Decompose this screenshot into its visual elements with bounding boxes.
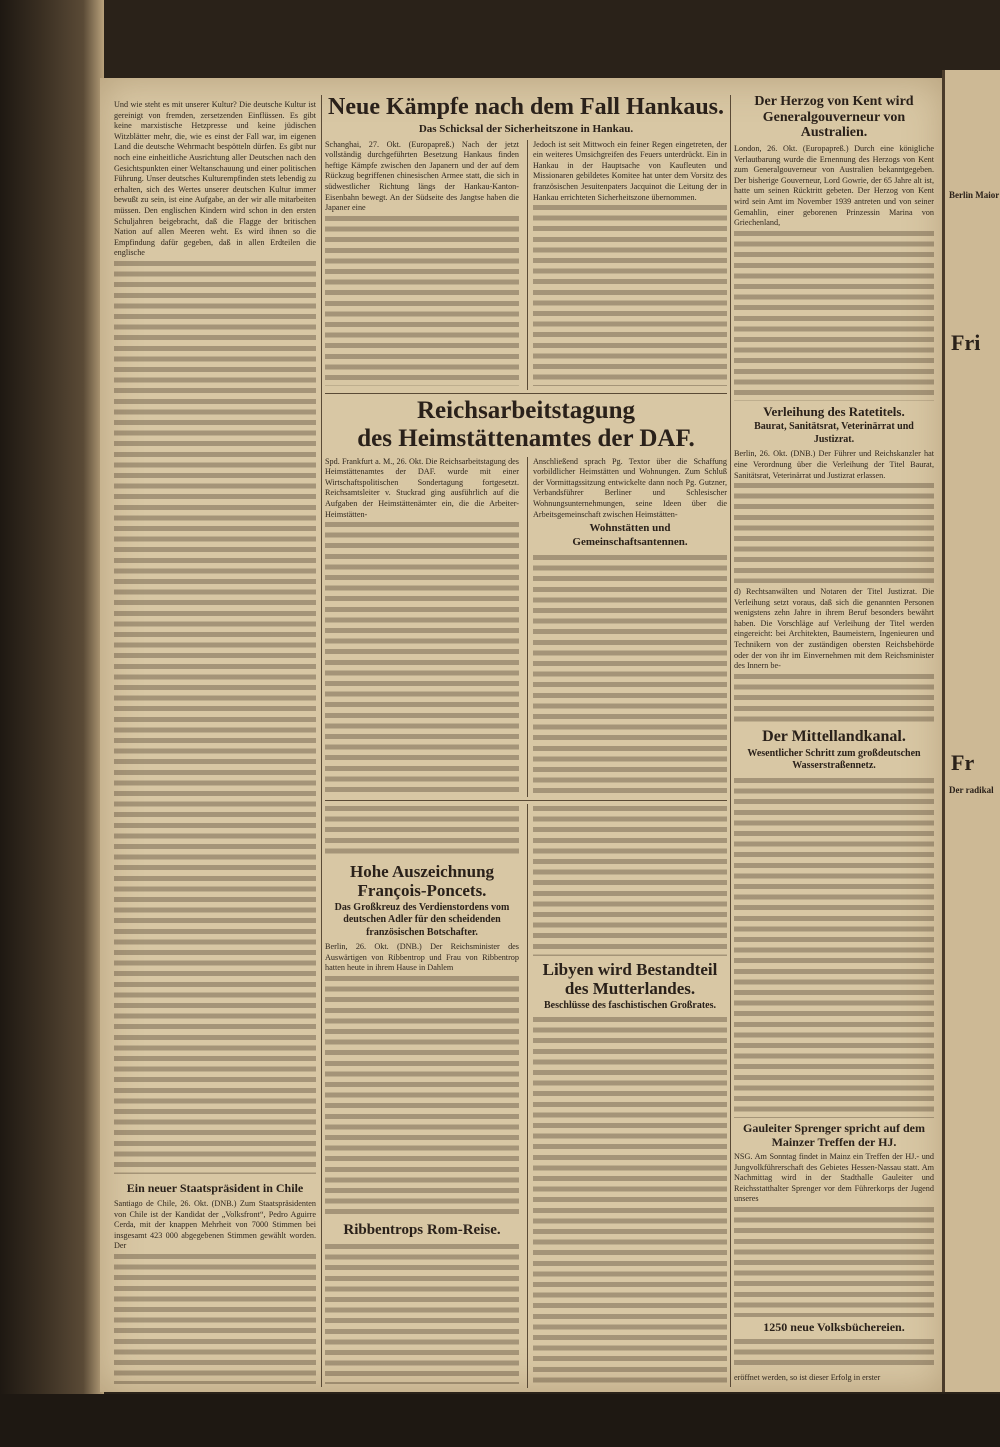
daf-columns (325, 457, 727, 797)
article-ratetitel-text2: d) Rechtsanwälten und Notaren der Titel Justizrat. Die Verleihung setzt voraus, daß sich die genannten Personen wenigstens zehn Jahre in ihrem Beruf besonders bewährt haben. Die Vorschläge auf Verleihung der Titel werden eingereicht: bei Architekten, Baumeistern, Ingenieuren und Technikern von der zuständigen obersten Reichsbehörde oder der von ihr im Einvernehmen mit dem Reichsminister des Innern be- (734, 587, 934, 671)
article-culture-text: Und wie steht es mit unserer Kultur? Die deutsche Kultur ist gereinigt von fremden, zersetzenden Einflüssen. Es gibt keine marxistische Hetzpresse und keine jüdischen Witzblätter mehr, die, wie es einst der Fall war, im eigenen Land die deutsche Wehrmacht bespötteln dürfen. Es gibt nur noch eine einheitliche Ausrichtung aller Deutschen nach den Gesichtspunkten einer Weltanschauung und einer politischen Führung. Unser deutsches Kulturempfinden stets lebendig zu erhalten, sich des Wertes unserer deutschen Kultur immer bewußt zu sein, ist eine Aufgabe, an der wir alle mitarbeiten müssen. Den englischen Kindern wird schon in den ersten Schuljahren beigebracht, daß die Flagge der britischen Nation auf allen Meeren weht. Es wird ihnen so die Empfindung dafür gegeben, daß in allen Erdteilen die englische (114, 100, 316, 258)
headline-volksbuechereien: 1250 neue Volksbüchereien. (763, 1319, 905, 1334)
divider (325, 800, 727, 801)
text-lines (734, 674, 934, 724)
article-poncet-text: Berlin, 26. Okt. (DNB.) Der Reichsminister des Auswärtigen von Ribbentrop und Frau von Ribbentrop hatten heute in ihrem Hause in Dahlem (325, 942, 519, 973)
hankau-columns (325, 140, 727, 390)
column-rule (730, 95, 731, 1387)
text-lines (114, 261, 316, 1174)
article-chile-text: Santiago de Chile, 26. Okt. (DNB.) Zum Staatspräsidenten von Chile ist der Kandidat der „Volksfront“, Pedro Aguirre Cerda, mit der knappen Mehrheit von 7000 Stimmen bei insgesamt 423 000 abgegebenen Stimmen gewählt worden. Der (114, 1199, 316, 1251)
article-volksbuechereien-text: eröffnet werden, so ist dieser Erfolg in erster (734, 1373, 881, 1383)
text-lines (325, 522, 519, 792)
text-lines (325, 806, 519, 858)
headline-mittellandkanal: Der Mittellandkanal. (762, 727, 906, 745)
divider (325, 393, 727, 394)
article-ratetitel-text: Berlin, 26. Okt. (DNB.) Der Führer und Reichskanzler hat eine Verordnung über die Verleihung der Titel Baurat, Sanitätsrat, Veterinärrat und Justizrat erlassen. (734, 449, 934, 480)
subheadline-hankau: Das Schicksal der Sicherheitszone in Hankau. (418, 122, 634, 135)
headline-libyen: Libyen wird Bestandteil des Mutterlandes. (542, 959, 718, 998)
lower-right-column (527, 804, 727, 1388)
text-lines (734, 1207, 934, 1317)
adjacent-page (942, 70, 1000, 1392)
book-edge (0, 0, 104, 1447)
text-lines (734, 778, 934, 1118)
headline-chile: Ein neuer Staatspräsident in Chile (126, 1180, 304, 1195)
article-daf-right (527, 457, 727, 797)
adjacent-fragment: Berlin Maior (949, 190, 1000, 200)
article-hankau-right (527, 140, 727, 390)
article-text: Schanghai, 27. Okt. (Europapreß.) Nach der jetzt vollständig durchgeführten Besetzung Hankaus finden heftige Kämpfe zwischen den Japanern und der auf dem Rückzug begriffenen chinesischen Armee statt, die sich in südwestlicher Richtung längs der Hankau-Kanton-Eisenbahn bewegt. An der Südseite des Jangtse haben die Japaner eine (325, 139, 519, 213)
subheadline-libyen: Beschlüsse des faschistischen Großrates. (543, 999, 717, 1011)
text-lines (533, 555, 727, 793)
article-text: Anschließend sprach Pg. Textor über die Schaffung vorbildlicher Heimstätten und Wohnungen. Zum Schluß der Vormittagssitzung entwickelte dann noch Pg. Gutzner, Verbandsführer Berliner und Schlesischer Wohnungsunternehmungen, seine Ideen über die Arbeitsgemeinschaft zwischen Heimstätten- (533, 456, 727, 519)
headline-daf-1: Reichsarbeitstagung (416, 396, 636, 424)
subheading-wohnstaetten: Wohnstätten und Gemeinschaftsantennen. (572, 522, 688, 548)
lower-columns (325, 804, 727, 1388)
article-kent-text: London, 26. Okt. (Europapreß.) Durch eine königliche Verlautbarung wurde die Ernennung des Herzogs von Kent zum Generalgouverneur von Australien bekanntgegeben. Der bisherige Gouverneur, Lord Gowrie, der 65 Jahre alt ist, hatte um seinen Rücktritt gebeten. Der Herzog von Kent wird sein Amt im November 1939 antreten und von seiner Gemahlin, einer geborenen Prinzessin Marina von Griechenland, (734, 144, 934, 228)
article-sprenger-text: NSG. Am Sonntag findet in Mainz ein Treffen der HJ.- und Jungvolkführerschaft des Gebietes Hessen-Nassau statt. Am Nachmittag wird in der Stadthalle Gauleiter und Reichsstatthalter Sprenger vor dem Führerkorps der Jugend unseres (734, 1152, 934, 1204)
headline-kent: Der Herzog von Kent wird Generalgouverneur von Australien. (754, 94, 914, 141)
headline-sprenger: Gauleiter Sprenger spricht auf dem Mainzer Treffen der HJ. (743, 1121, 925, 1149)
right-column (734, 94, 934, 1388)
adjacent-fragment: Fri (951, 330, 981, 355)
subheadline-poncet: Das Großkreuz des Verdienstordens vom deutschen Adler für den scheidenden französischen Botschafter. (334, 901, 510, 938)
text-lines (533, 1017, 727, 1384)
adjacent-fragment: Fr (951, 750, 975, 775)
article-hankau-left (325, 140, 519, 390)
headline-hankau: Neue Kämpfe nach dem Fall Hankaus. (327, 94, 725, 120)
headline-ratetitel: Verleihung des Ratetitels. (763, 403, 905, 419)
article-daf-left (325, 457, 519, 797)
text-lines (325, 216, 519, 386)
article-text: Spd. Frankfurt a. M., 26. Okt. Die Reichsarbeitstagung des Heimstättenamtes der DAF. wurde mit einer Wirtschaftspolitischen Sondertagung fortgesetzt. Reichsamtsleiter v. Stuckrad ging ausführlich auf die Aufgaben der Heimstättenämter ein, die die Arbeiter-Heimstätten- (325, 456, 519, 519)
text-lines (533, 205, 727, 385)
text-lines (533, 806, 727, 956)
column-rule (321, 95, 322, 1387)
headline-ribbentrop: Ribbentrops Rom-Reise. (343, 1222, 501, 1239)
text-lines (325, 976, 519, 1215)
page-bottom-shadow (0, 1394, 1000, 1447)
lower-left-column (325, 804, 519, 1388)
subheadline-ratetitel: Baurat, Sanitätsrat, Veterinärrat und Justizrat. (754, 421, 914, 445)
text-lines (325, 1244, 519, 1384)
subheadline-mittellandkanal: Wesentlicher Schritt zum großdeutschen Wasserstraßennetz. (747, 747, 921, 772)
adjacent-fragment: Der radikal (949, 785, 994, 795)
headline-daf-2: des Heimstättenamtes der DAF. (357, 424, 695, 452)
text-lines (734, 483, 934, 583)
left-column (114, 100, 316, 1388)
text-lines (114, 1254, 316, 1384)
text-lines (734, 231, 934, 401)
article-text: Jedoch ist seit Mittwoch ein feiner Regen eingetreten, der ein weiteres Umsichgreifen des Feuers unterdrückt. Ein in Hankau in der Hauptsache von Kaufleuten und Missionaren gebildetes Komitee hat unter dem Vorsitz des französischen Jesuitenpaters Jacquinot die Leitung der in Hankau errichteten Sicherheitszone übernommen. (533, 139, 727, 202)
text-lines (734, 1339, 934, 1369)
headline-poncet: Hohe Auszeichnung François-Poncets. (349, 861, 495, 900)
middle-columns (325, 94, 727, 1388)
